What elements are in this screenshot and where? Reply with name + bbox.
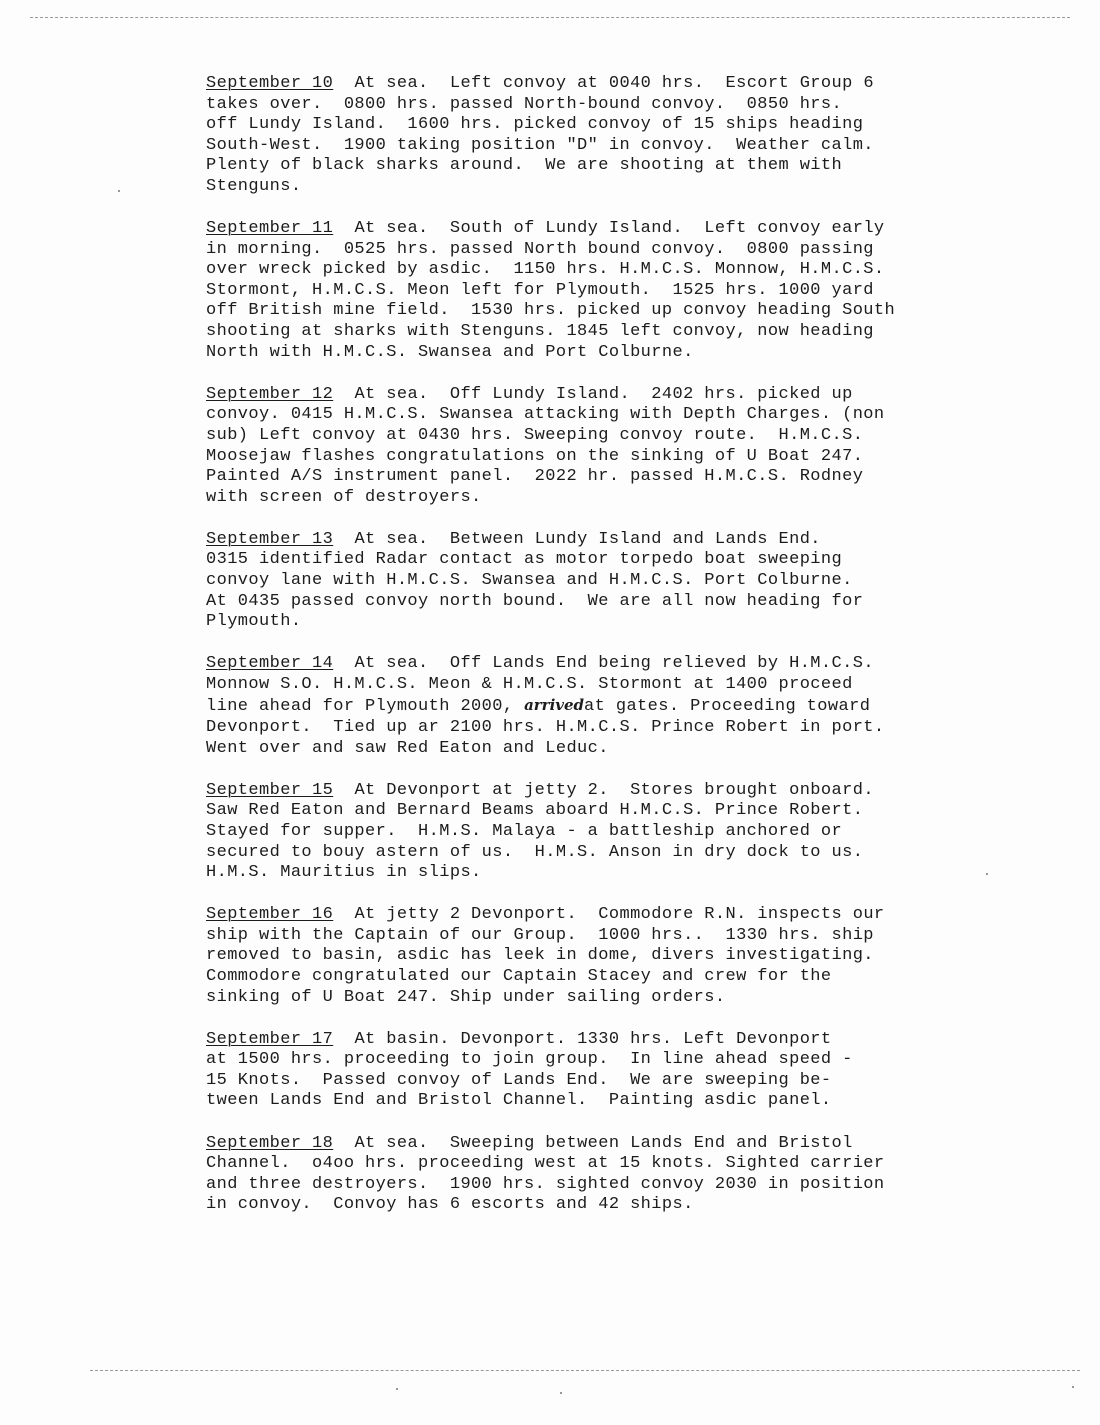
- entry-date: September 13: [206, 529, 334, 549]
- entry-date: September 11: [206, 219, 334, 239]
- entry-text: At sea. Left convoy at 0040 hrs. Escort Group 6 takes over. 0800 hrs. passed North-bound convoy. 0850 hrs. off Lundy Island. 1600 hrs. picked convoy of 15 ships heading South-West. 1900 taking position "D" in convoy. Weather calm. Plenty of black sharks around. We are shooting at them with Stenguns.: [206, 74, 874, 196]
- entry-date: September 15: [206, 780, 334, 800]
- entry-text: At sea. Off Lands End being relieved by H.M.C.S. Monnow S.O. H.M.C.S. Meon & H.M.C.S. Stormont at 1400 proceed line ahead for Plymouth 2000,: [206, 654, 874, 717]
- scan-edge-top: [30, 17, 1070, 18]
- scan-edge-bottom: [90, 1370, 1080, 1371]
- diary-entry: [206, 654, 1066, 759]
- diary-entry: [206, 1134, 1066, 1216]
- diary-entry: [206, 905, 1066, 1008]
- entry-date: September 18: [206, 1133, 334, 1153]
- entry-text-continued: at gates. Proceeding toward Devonport. Tied up ar 2100 hrs. H.M.C.S. Prince Robert in port. Went over and saw Red Eaton and Leduc.: [206, 697, 885, 758]
- entry-text: At sea. South of Lundy Island. Left convoy early in morning. 0525 hrs. passed North bound convoy. 0800 passing over wreck picked by asdic. 1150 hrs. H.M.C.S. Monnow, H.M.C.S. Stormont, H.M.C.S. Meon left for Plymouth. 1525 hrs. 1000 yard off British mine field. 1530 hrs. picked up convoy heading South shooting at sharks with Stenguns. 1845 left convoy, now heading North with H.M.C.S. Swansea and Port Colburne.: [206, 219, 896, 362]
- diary-entry: [206, 385, 1066, 509]
- entry-text: At sea. Between Lundy Island and Lands End. 0315 identified Radar contact as motor torpedo boat sweeping convoy lane with H.M.C.S. Swansea and H.M.C.S. Port Colburne. At 0435 passed convoy north bound. We are all now heading for Plymouth.: [206, 529, 864, 632]
- scan-speck: [118, 190, 120, 192]
- entry-text: At Devonport at jetty 2. Stores brought onboard. Saw Red Eaton and Bernard Beams aboard H.M.C.S. Prince Robert. Stayed for supper. H.M.S. Malaya - a battleship anchored or secured to bouy astern of us. H.M.S. Anson in dry dock to us. H.M.S. Mauritius in slips.: [206, 780, 874, 883]
- entry-text: At basin. Devonport. 1330 hrs. Left Devonport at 1500 hrs. proceeding to join group. In line ahead speed - 15 Knots. Passed convoy of Lands End. We are sweeping be- tween Lands End and Bristol Channel. Painting asdic panel.: [206, 1029, 853, 1111]
- diary-entry: [206, 219, 1066, 363]
- entry-text: At sea. Off Lundy Island. 2402 hrs. picked up convoy. 0415 H.M.C.S. Swansea attacking with Depth Charges. (non sub) Left convoy at 0430 hrs. Sweeping convoy route. H.M.C.S. Moosejaw flashes congratulations on the sinking of U Boat 247. Painted A/S instrument panel. 2022 hr. passed H.M.C.S. Rodney with screen of destroyers.: [206, 384, 885, 507]
- scan-speck: [396, 1388, 398, 1390]
- entry-date: September 16: [206, 905, 334, 925]
- scan-speck: [560, 1392, 562, 1394]
- scan-speck: [1072, 1386, 1074, 1388]
- diary-entry: [206, 781, 1066, 884]
- diary-entry: [206, 1030, 1066, 1112]
- entry-date: September 14: [206, 654, 334, 674]
- entry-text: At sea. Sweeping between Lands End and Bristol Channel. o4oo hrs. proceeding west at 15 knots. Sighted carrier and three destroyers. 1900 hrs. sighted convoy 2030 in position in convoy. Convoy has 6 escorts and 42 ships.: [206, 1133, 885, 1215]
- entry-date: September 10: [206, 74, 334, 93]
- entry-text: At jetty 2 Devonport. Commodore R.N. inspects our ship with the Captain of our Group. 1000 hrs.. 1330 hrs. ship removed to basin, asdic has leek in dome, divers investigating. Commodore congratulated our Captain Stacey and crew for the sinking of U Boat 247. Ship under sailing orders.: [206, 905, 885, 1007]
- entry-date: September 12: [206, 384, 334, 404]
- diary-entry: [206, 530, 1066, 633]
- diary-entry: [206, 74, 1066, 198]
- diary-entries: [206, 74, 1066, 1237]
- entry-date: September 17: [206, 1029, 334, 1049]
- handwritten-annotation: arrived: [524, 696, 585, 715]
